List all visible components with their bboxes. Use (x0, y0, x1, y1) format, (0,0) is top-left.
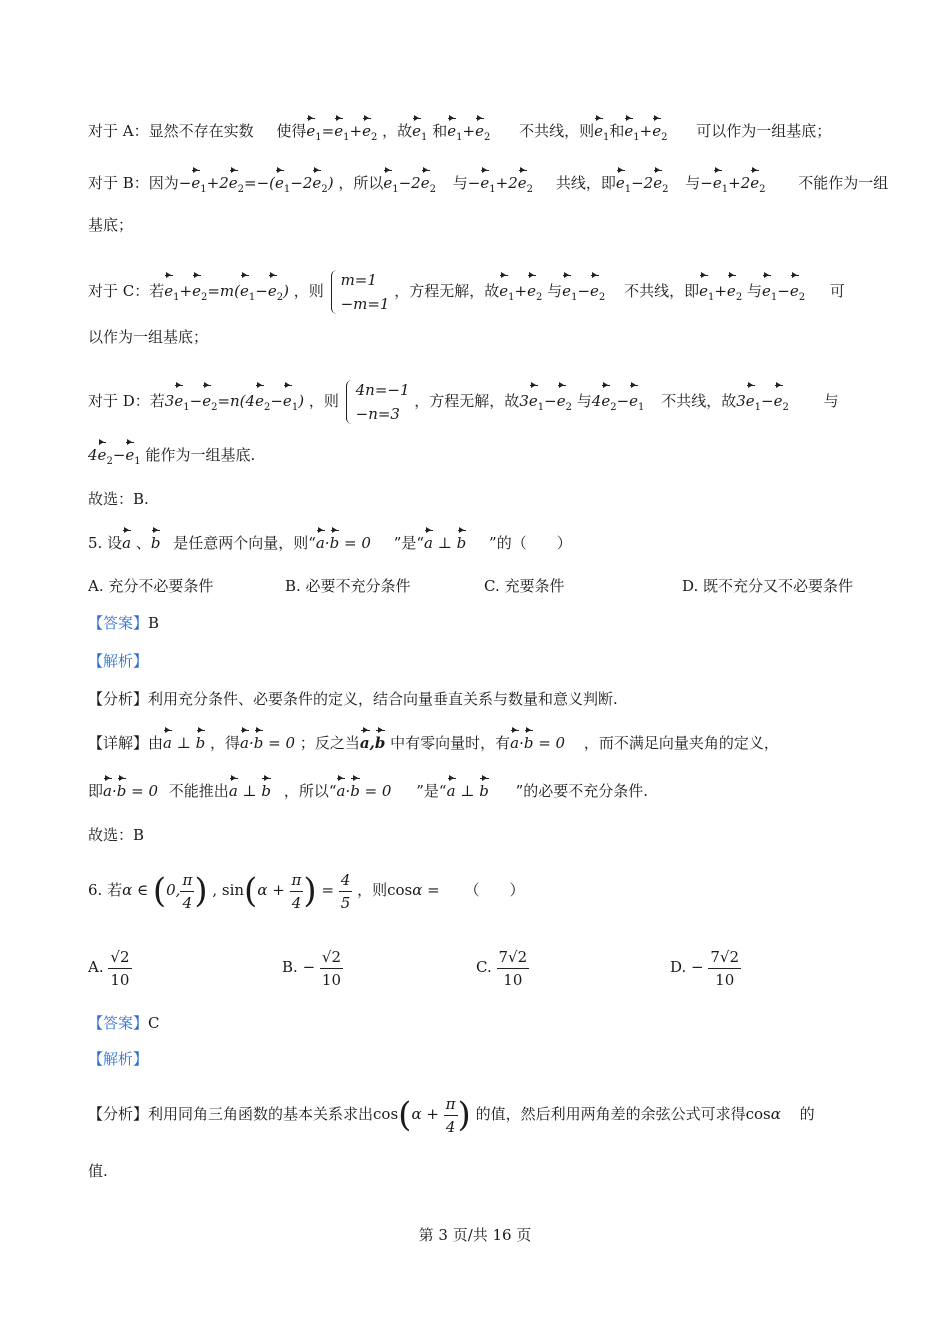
jiexi-6 (88, 1048, 894, 1070)
option-b: B. − $\frac{√2}{10}$ (282, 947, 342, 989)
text: （ ） (464, 881, 525, 899)
text: 5. 设 (88, 534, 123, 552)
option-d: D. − $\frac{7√2}{10}$ (670, 947, 740, 989)
text: 的 (799, 1105, 815, 1123)
choose-line (88, 488, 894, 510)
text: ，得 (210, 734, 241, 752)
text: 不能推出 (168, 782, 229, 800)
line-option-b-analysis: 对于 B：因为$-e_1+2e_2=-(e_1-2e_2)$ ，所以$e_1-2e_2$ 与$-e_1+2e_2$ 共线，即$e_1-2e_2$ 与$-e_1+2e_2$ 不能作为一组 (88, 174, 889, 195)
text: 基底； (88, 216, 134, 234)
text: 以作为一组基底； (88, 328, 209, 346)
text: ，故 (382, 122, 413, 140)
fenxi-tag: 【分析】 (88, 1105, 149, 1123)
text: 不能作为一组 (798, 174, 889, 192)
answer-value: B (148, 614, 160, 632)
text: 中有零向量时，有 (390, 734, 511, 752)
text: 和 (609, 122, 625, 140)
text: ；反之当 (299, 734, 360, 752)
jiexi-5 (88, 650, 894, 672)
equation-system-c: m=1 −m=1 (329, 268, 390, 316)
text: ，则 (308, 392, 339, 410)
jiexi-tag: 【解析】 (88, 1050, 149, 1068)
line-option-d-cont: $4e_2-e_1$ 能作为一组基底. (88, 446, 256, 467)
text: 使得 (276, 122, 307, 140)
text: ，方程无解，故 (394, 282, 500, 300)
page-footer: 第 3 页/共 16 页 (418, 1226, 532, 1244)
line-option-c-cont (88, 326, 894, 348)
text: 对于 D：若 (88, 392, 165, 410)
question-6: 6. 若α ∈ (0, $\frac{\pi}{4}$ ) , sin(α + $\frac{\pi}{4}$ ) = $\frac{4}{5}$ ，则cosα = （ ） (88, 870, 525, 912)
text: 不共线，即 (624, 282, 700, 300)
text: 与 (576, 392, 592, 410)
text: 与 (685, 174, 701, 192)
text: 、 (135, 534, 151, 552)
text: 可 (829, 282, 845, 300)
text: 和 (432, 122, 448, 140)
equation-system-d: 4n=−1 −n=3 (344, 378, 410, 426)
option-b: B. 必要不充分条件 (285, 577, 411, 595)
text: ，所以“ (283, 782, 337, 800)
text: 与 (452, 174, 468, 192)
text: 共线，即 (555, 174, 616, 192)
option-label: B. (282, 958, 298, 976)
text: 是任意两个向量，则“ (173, 534, 316, 552)
text: 对于 A：显然不存在实数 (88, 122, 254, 140)
line-option-d-analysis: 对于 D：若$3e_1-e_2=n(4e_2-e_1)$ ，则 4n=−1 −n=3 ，方程无解，故$3e_1-e_2$ 与$4e_2-e_1$ 不共线，故$3e_1-e_2$ 与 (88, 378, 894, 426)
text: 6. 若 (88, 881, 123, 899)
option-label: C. (476, 958, 492, 976)
text: 对于 B：因为 (88, 174, 179, 192)
text: 利用充分条件、必要条件的定义，结合向量垂直关系与数量和意义判断. (148, 690, 618, 708)
option-c: C. 充要条件 (484, 577, 565, 595)
line-option-a-analysis: 对于 A：显然不存在实数 使得$e_1=e_1+e_2$ ，故$e_1$ 和$e_1+e_2$ 不共线，则$e_1$和$e_1+e_2$ 可以作为一组基底； (88, 122, 832, 143)
text: 对于 C：若 (88, 282, 165, 300)
fenxi-6-cont (88, 1160, 894, 1182)
option-label: D. (670, 958, 687, 976)
answer-tag: 【答案】 (88, 1014, 149, 1032)
text: ”是“ (416, 782, 447, 800)
text: ，所以 (338, 174, 384, 192)
option-c: C. $\frac{7√2}{10}$ (476, 947, 528, 989)
answer-value: C (148, 1014, 160, 1032)
jiexi-tag: 【解析】 (88, 652, 149, 670)
text: 不共线，故 (661, 392, 737, 410)
text: 与 (547, 282, 563, 300)
text: 与 (746, 282, 762, 300)
answer-tag: 【答案】 (88, 614, 149, 632)
option-a: A. 充分不必要条件 (88, 577, 214, 595)
answer-6 (88, 1012, 894, 1034)
option-a: A. $\frac{√2}{10}$ (88, 947, 130, 989)
xiangjie-5-cont: 即a·b = 0 不能推出a ⊥ b ，所以“a·b = 0 ”是“a ⊥ b ”的必要不充分条件. (88, 782, 649, 800)
text: ，则 (357, 881, 388, 899)
question-5: 5. 设a 、b 是任意两个向量，则“a·b = 0 ”是“a ⊥ b ”的（ ） (88, 534, 572, 552)
line-option-b-cont (88, 214, 894, 236)
text: 值. (88, 1162, 108, 1180)
text: 不共线，则 (519, 122, 595, 140)
fenxi-6: 【分析】利用同角三角函数的基本关系求出cos(α + $\frac{\pi}{4}$ ) 的值，然后利用两角差的余弦公式可求得cosα 的 (88, 1094, 815, 1136)
choose-line-2 (88, 824, 894, 846)
text: ，方程无解，故 (414, 392, 520, 410)
fenxi-5 (88, 688, 894, 710)
fenxi-tag: 【分析】 (88, 690, 149, 708)
option-d: D. 既不充分又不必要条件 (682, 577, 854, 595)
answer-5 (88, 612, 894, 634)
text: 即 (88, 782, 104, 800)
xiangjie-5: 【详解】由a ⊥ b ，得a·b = 0 ；反之当a,b 中有零向量时，有a·b = 0 ，而不满足向量夹角的定义， (88, 734, 779, 752)
text: 故选：B (88, 826, 145, 844)
text: 利用同角三角函数的基本关系求出 (148, 1105, 374, 1123)
text: 的值，然后利用两角差的余弦公式可求得 (475, 1105, 746, 1123)
text: 可以作为一组基底； (696, 122, 832, 140)
text: 由 (148, 734, 164, 752)
text: ，而不满足向量夹角的定义， (583, 734, 779, 752)
text: ”的必要不充分条件. (515, 782, 649, 800)
text: ”是“ (393, 534, 425, 552)
line-option-c-analysis: 对于 C：若$e_1+e_2=m(e_1-e_2)$ ，则 m=1 −m=1 ，方程无解，故$e_1+e_2$ 与$e_1-e_2$ 不共线，即$e_1+e_2$ 与$e_1-e_2$ 可 (88, 268, 894, 316)
text: 能作为一组基底. (145, 446, 256, 464)
xiangjie-tag: 【详解】 (88, 734, 149, 752)
text: ，则 (293, 282, 324, 300)
text: ”的（ ） (489, 534, 572, 552)
option-label: A. (88, 958, 104, 976)
text: 与 (823, 392, 839, 410)
text: 故选：B. (88, 490, 149, 508)
